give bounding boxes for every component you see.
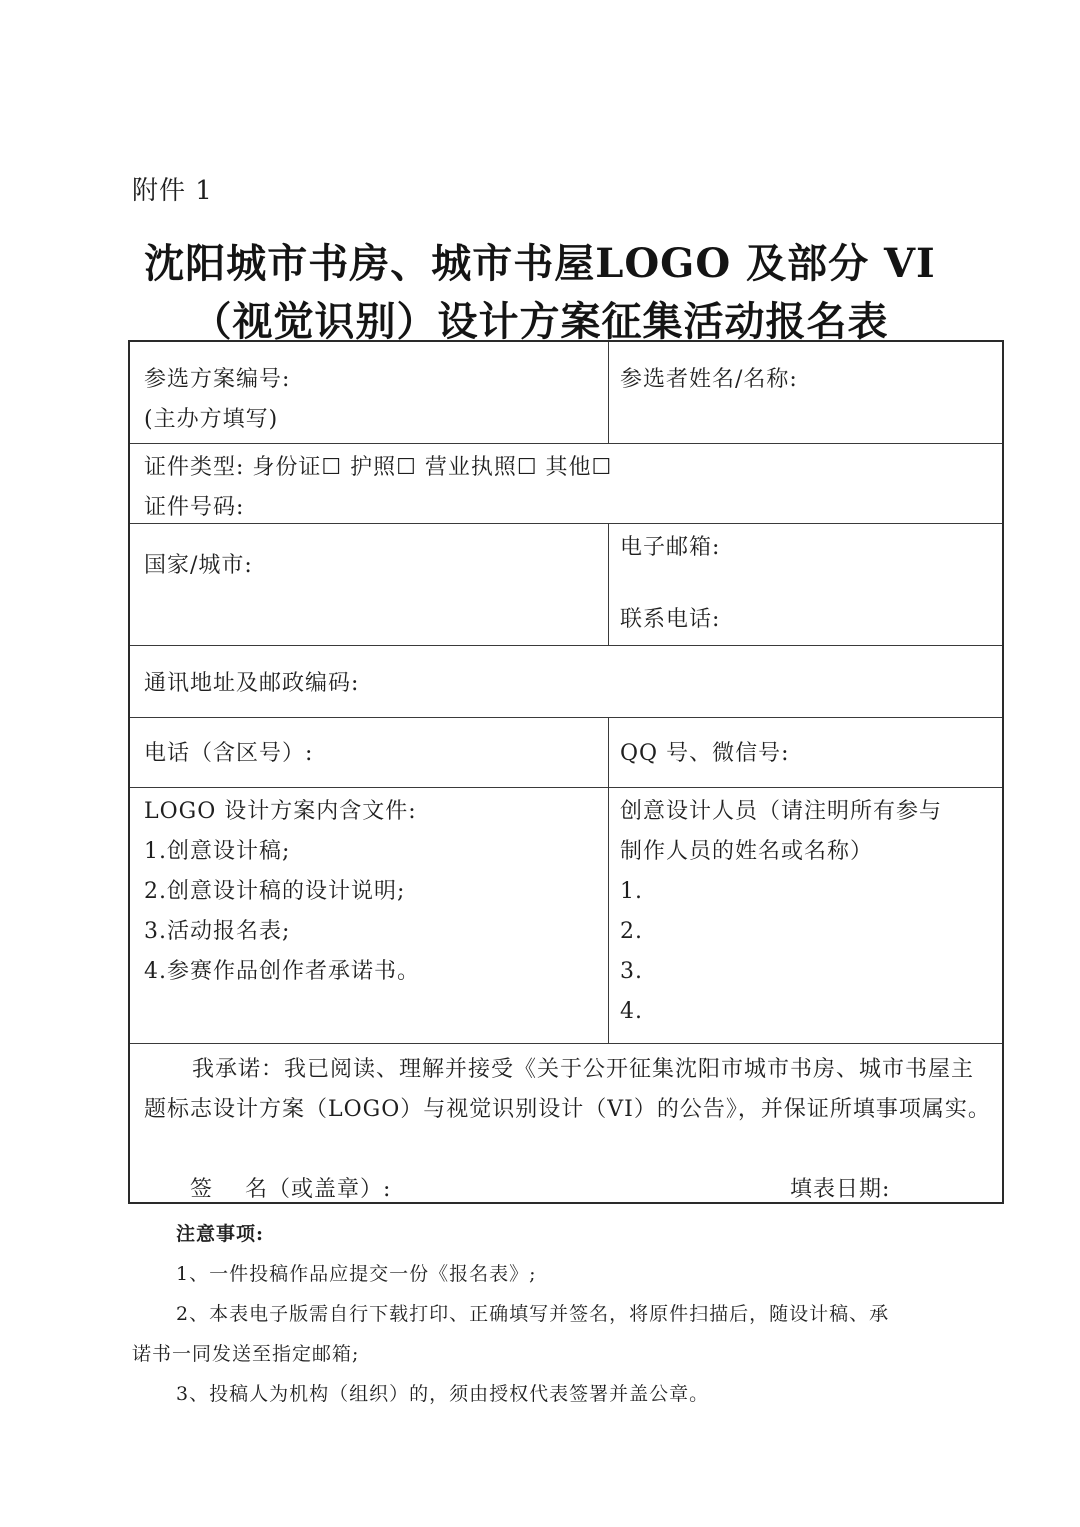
form-row-location-contact — [130, 524, 1002, 646]
designers-item: 3. — [620, 959, 643, 984]
form-row-phone — [130, 718, 1002, 788]
attachment-label: 附件 1 — [132, 176, 213, 206]
designers-heading-line-2: 制作人员的姓名或名称） — [620, 839, 874, 864]
qq-wechat-label: QQ 号、微信号: — [620, 741, 790, 766]
form-row-address — [130, 646, 1002, 718]
date-label: 填表日期: — [790, 1177, 891, 1202]
declaration-text: 我承诺：我已阅读、理解并接受《关于公开征集沈阳市城市书房、城市书屋主题标志设计方案（LOGO）与视觉识别设计（VI）的公告》，并保证所填事项属实。 — [144, 1057, 991, 1122]
files-item: 4.参赛作品创作者承诺书。 — [144, 959, 420, 984]
entry-number-label: 参选方案编号: — [144, 367, 291, 392]
entry-number-field — [144, 360, 290, 440]
note-item-3: 3、投稿人为机构（组织）的，须由授权代表签署并盖公章。 — [176, 1383, 710, 1405]
files-item: 1.创意设计稿; — [144, 839, 291, 864]
registration-form-table — [128, 340, 1004, 1204]
note-item-1: 1、一件投稿作品应提交一份《报名表》; — [176, 1263, 537, 1285]
note-item-2-continued: 诺书一同发送至指定邮箱; — [132, 1343, 360, 1365]
form-row-declaration — [130, 1044, 1002, 1204]
contact-phone-label: 联系电话: — [620, 607, 721, 632]
files-item: 2.创意设计稿的设计说明; — [144, 879, 406, 904]
files-heading: LOGO 设计方案内含文件: — [144, 799, 417, 824]
signature-label: 签 名（或盖章）: — [190, 1177, 392, 1202]
entrant-name-label: 参选者姓名/名称: — [620, 367, 798, 392]
notes-heading: 注意事项: — [176, 1223, 265, 1245]
files-list — [144, 792, 420, 992]
note-item-2: 2、本表电子版需自行下载打印、正确填写并签名，将原件扫描后，随设计稿、承 — [176, 1303, 890, 1325]
files-item: 3.活动报名表; — [144, 919, 291, 944]
id-type-options: 证件类型: 身份证☐ 护照☐ 营业执照☐ 其他☐ — [144, 455, 613, 480]
designers-item: 1. — [620, 879, 643, 904]
column-divider — [608, 342, 609, 443]
column-divider — [608, 788, 609, 1043]
designers-item: 4. — [620, 999, 643, 1024]
designers-list — [620, 792, 942, 1032]
designers-item: 2. — [620, 919, 643, 944]
designers-heading-line-1: 创意设计人员（请注明所有参与 — [620, 799, 943, 824]
country-city-label: 国家/城市: — [144, 553, 253, 578]
id-number-label: 证件号码: — [144, 495, 245, 520]
form-row-files-designers — [130, 788, 1002, 1044]
email-label: 电子邮箱: — [620, 535, 721, 560]
form-row-entry — [130, 342, 1002, 444]
phone-label: 电话（含区号）: — [144, 741, 314, 766]
form-title-line-1: 沈阳城市书房、城市书屋LOGO 及部分 VI — [144, 240, 936, 287]
entry-number-note: (主办方填写) — [144, 407, 279, 432]
form-title-line-2: （视觉识别）设计方案征集活动报名表 — [191, 298, 889, 345]
column-divider — [608, 524, 609, 645]
form-row-id — [130, 444, 1002, 524]
column-divider — [608, 718, 609, 787]
notes-section — [132, 1214, 962, 1414]
id-field — [144, 448, 612, 528]
address-label: 通讯地址及邮政编码: — [144, 671, 360, 696]
